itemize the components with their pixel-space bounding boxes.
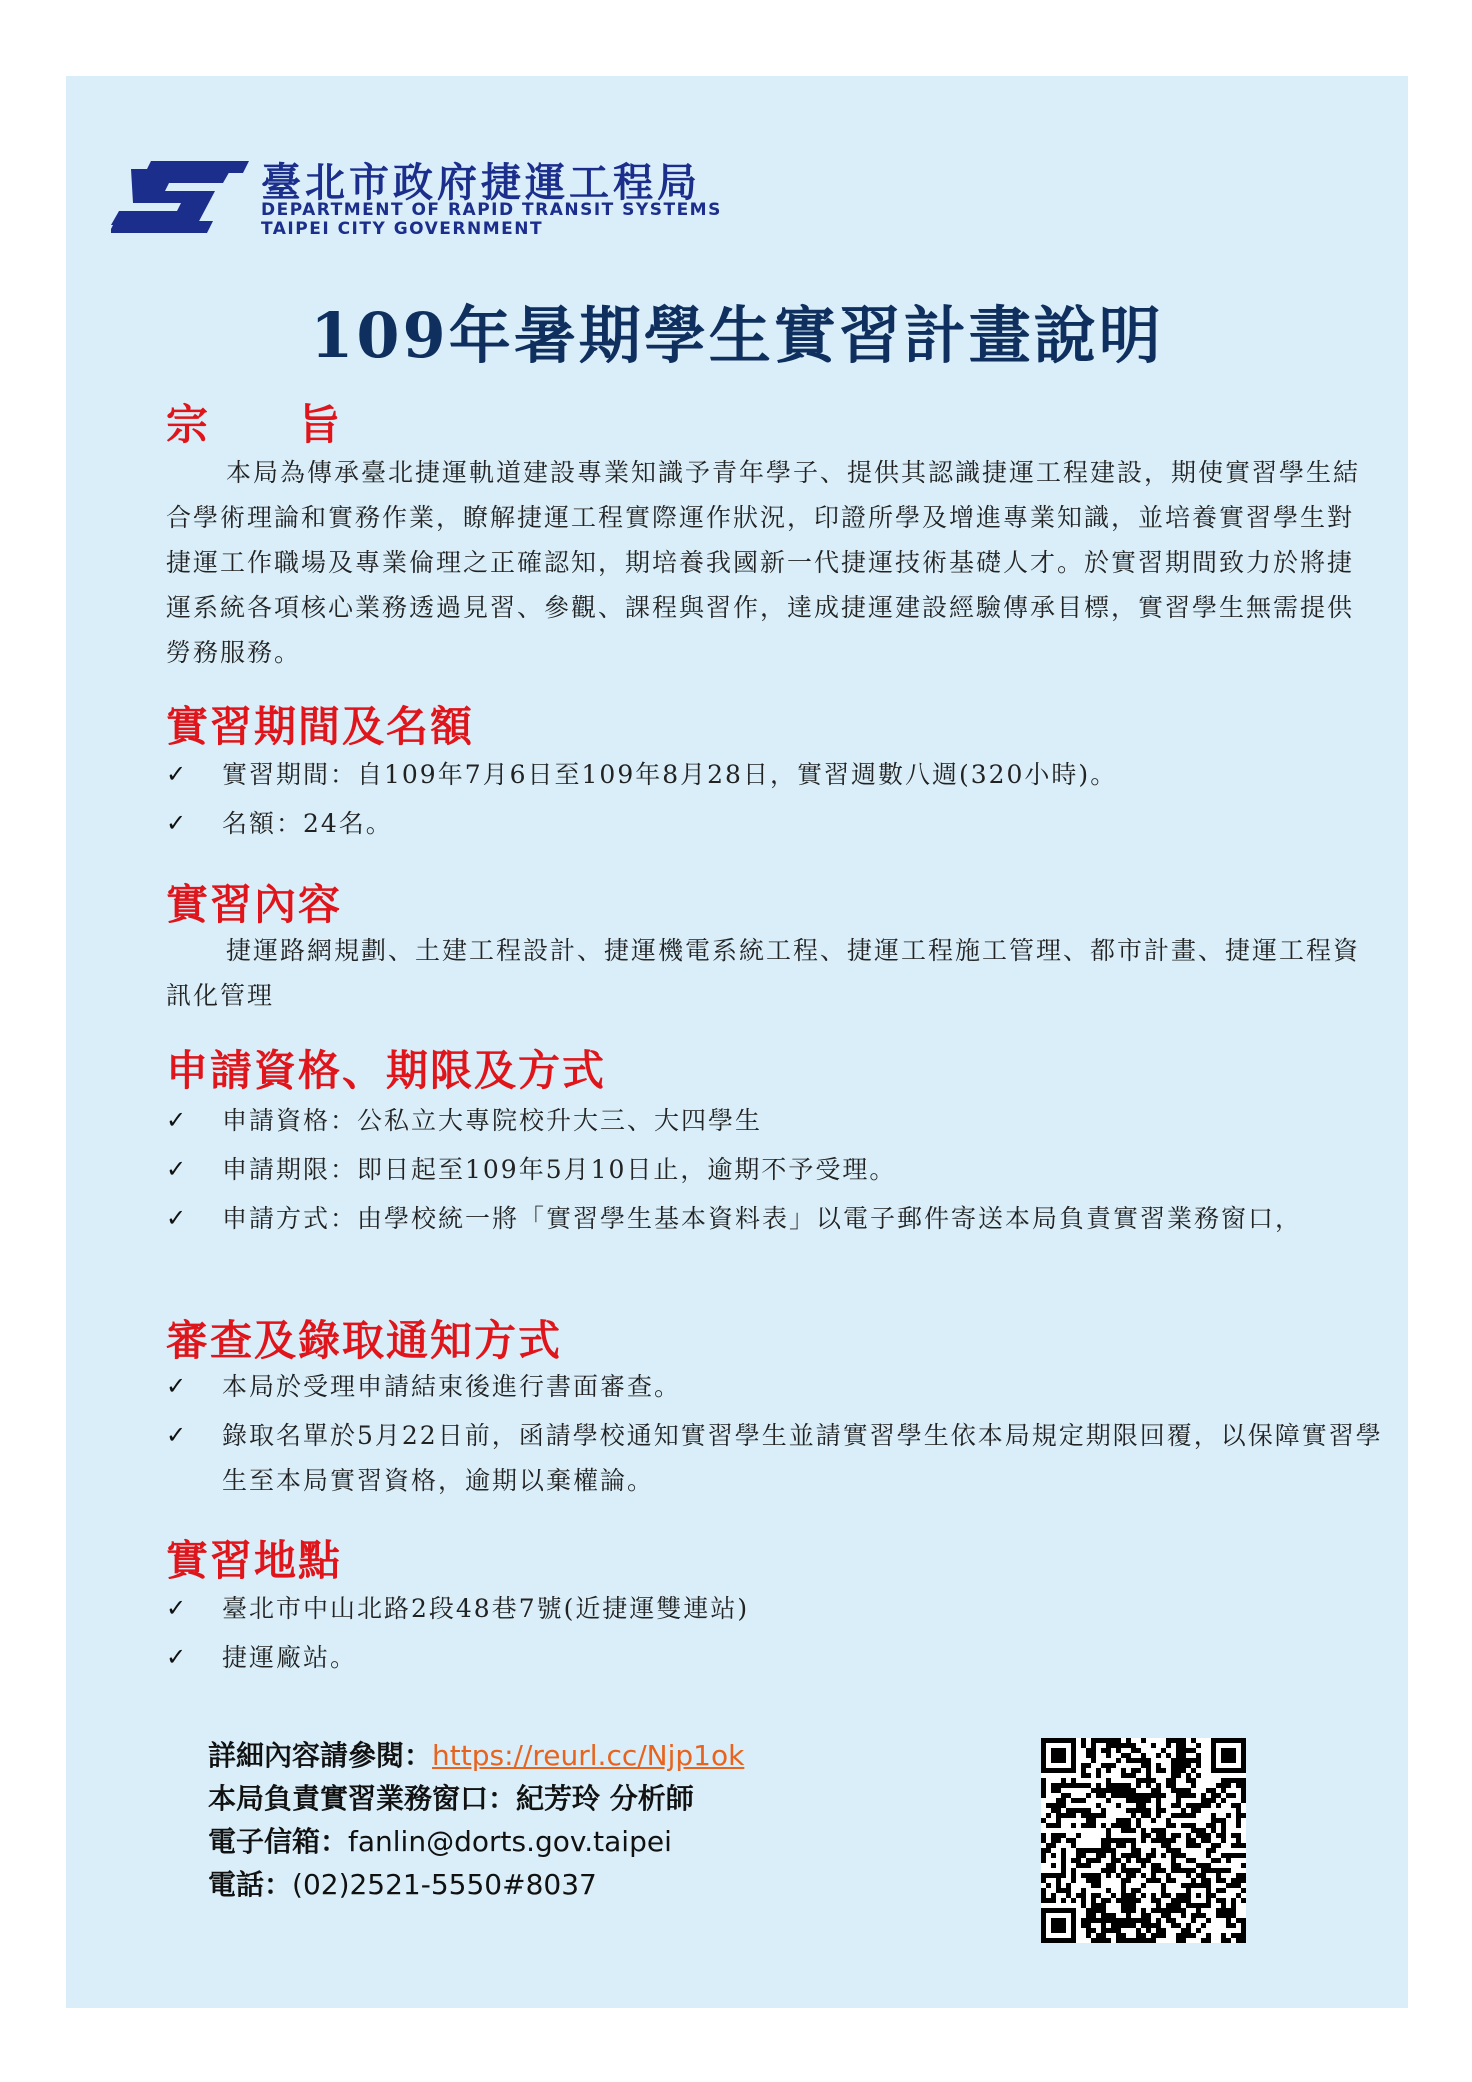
page-title: 109年暑期學生實習計畫說明 — [310, 299, 1164, 372]
check-icon: ✓ — [166, 1643, 189, 1671]
phone-line — [208, 1863, 744, 1906]
window-line: 本局負責實習業務窗口：紀芳玲 分析師 — [208, 1782, 694, 1815]
check-icon: ✓ — [166, 1372, 189, 1400]
list-item: ✓ 錄取名單於5月22日前，函請學校通知實習學生並請實習學生依本局規定期限回覆，以保障實習學生至本局實習資格，逾期以棄權論。 — [166, 1413, 1386, 1503]
check-icon: ✓ — [166, 809, 189, 837]
org-name-en-line1: DEPARTMENT OF RAPID TRANSIT SYSTEMS — [261, 200, 722, 220]
phone-label: 電話： — [208, 1868, 293, 1901]
content-heading: 實習內容 — [166, 880, 343, 929]
qr-code-icon[interactable] — [1041, 1738, 1246, 1943]
purpose-body: 本局為傳承臺北捷運軌道建設專業知識予青年學子、提供其認識捷運工程建設，期使實習學生結合學術理論和實務作業，瞭解捷運工程實際運作狀況，印證所學及增進專業知識，並培養實習學生對捷運工作職場及專業倫理之正確認知，期培養我國新一代捷運技術基礎人才。於實習期間致力於將捷運系統各項核心業務透過見習、參觀、課程與習作，達成捷運建設經驗傳承目標，實習學生無需提供勞務服務。 — [166, 458, 1361, 667]
list-item: ✓ 名額：24名。 — [166, 801, 1386, 846]
org-name-cn: 臺北市政府捷運工程局 — [261, 159, 701, 206]
phone-value: (02)2521-5550#8037 — [292, 1868, 597, 1901]
purpose-heading: 宗 旨 — [166, 400, 343, 449]
list-item: ✓ 申請方式：由學校統一將「實習學生基本資料表」以電子郵件寄送本局負責實習業務窗口， — [166, 1196, 1386, 1241]
list-item: ✓ 本局於受理申請結束後進行書面審查。 — [166, 1364, 1386, 1409]
email-line — [208, 1820, 744, 1863]
org-name-en-line2: TAIPEI CITY GOVERNMENT — [261, 219, 544, 239]
check-icon: ✓ — [166, 1594, 189, 1622]
org-logo — [111, 151, 722, 241]
list-item: ✓ 臺北市中山北路2段48巷7號(近捷運雙連站) — [166, 1586, 1386, 1631]
period-heading: 實習期間及名額 — [166, 702, 475, 751]
email-value[interactable]: fanlin@dorts.gov.taipei — [348, 1825, 672, 1858]
review-heading: 審查及錄取通知方式 — [166, 1316, 563, 1365]
review-list — [166, 1364, 1386, 1507]
list-item: ✓ 申請期限：即日起至109年5月10日止，逾期不予受理。 — [166, 1147, 1386, 1192]
content-body: 捷運路網規劃、土建工程設計、捷運機電系統工程、捷運工程施工管理、都市計畫、捷運工程資訊化管理 — [166, 936, 1361, 1010]
check-icon: ✓ — [166, 760, 189, 788]
apply-heading: 申請資格、期限及方式 — [166, 1046, 607, 1095]
apply-list — [166, 1098, 1386, 1245]
poster — [66, 76, 1408, 2008]
check-icon: ✓ — [166, 1155, 189, 1183]
detail-line — [208, 1734, 744, 1777]
check-icon: ✓ — [166, 1204, 189, 1232]
list-item: ✓ 實習期間：自109年7月6日至109年8月28日，實習週數八週(320小時)。 — [166, 752, 1386, 797]
dorts-logo-icon — [111, 157, 251, 237]
location-heading: 實習地點 — [166, 1536, 343, 1585]
contact-block — [208, 1734, 744, 1906]
list-item: ✓ 申請資格：公私立大專院校升大三、大四學生 — [166, 1098, 1386, 1143]
location-list — [166, 1586, 1386, 1684]
check-icon: ✓ — [166, 1421, 189, 1449]
detail-link[interactable]: https://reurl.cc/Njp1ok — [432, 1739, 745, 1772]
detail-label: 詳細內容請參閱： — [208, 1739, 433, 1772]
period-list — [166, 752, 1386, 850]
list-item: ✓ 捷運廠站。 — [166, 1635, 1386, 1680]
email-label: 電子信箱： — [208, 1825, 349, 1858]
check-icon: ✓ — [166, 1106, 189, 1134]
